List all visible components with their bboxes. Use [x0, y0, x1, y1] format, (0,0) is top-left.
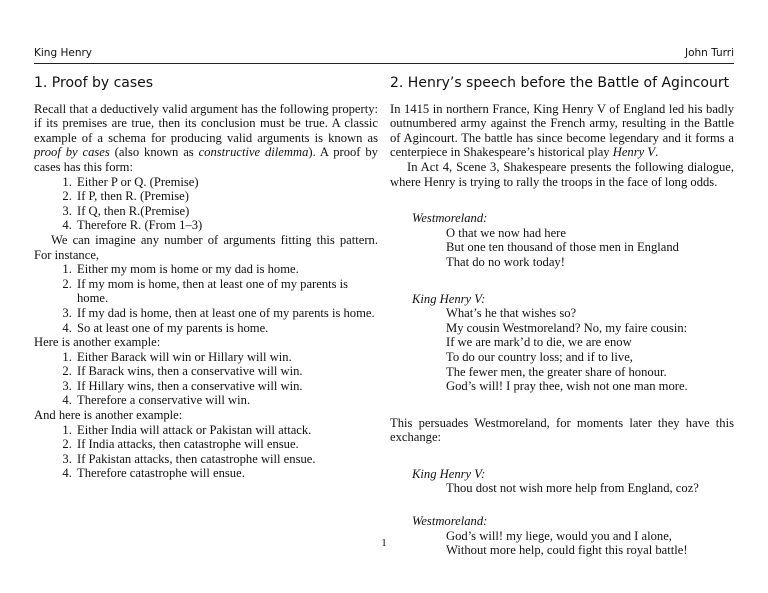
list-item: 1. Either Barack will win or Hillary will win. [75, 350, 378, 365]
verse-line: God’s will! I pray thee, wish not one man more. [446, 379, 688, 394]
speaker-name: Westmoreland: [412, 514, 488, 529]
another-example-label: Here is another example: [34, 335, 161, 350]
section-2-paragraph-2: In Act 4, Scene 3, Shakespeare presents the following dialogue, where Henry is trying to rally the troops in the face of long odds. [390, 159, 734, 189]
list-item: 4. Therefore catastrophe will ensue. [75, 466, 378, 481]
verse-line: If we are mark’d to die, we are enow [446, 335, 632, 350]
header-title: King Henry [34, 47, 93, 59]
verse-block [412, 211, 734, 269]
list-item: 4. Therefore R. (From 1–3) [75, 218, 378, 233]
another-example-label: And here is another example: [34, 408, 183, 423]
speaker-name: King Henry V: [412, 466, 486, 481]
section-2-paragraph-3: This persuades Westmoreland, for moments later they have this exchange: [390, 415, 734, 445]
header-author: John Turri [684, 47, 734, 59]
speaker-name: Westmoreland: [412, 211, 488, 226]
example-1-list [34, 262, 378, 335]
list-item: 2. If India attacks, then catastrophe will ensue. [75, 437, 378, 452]
verse-line: To do our country loss; and if to live, [446, 349, 633, 364]
section-2-heading: 2. Henry’s speech before the Battle of Agincourt [390, 75, 730, 91]
list-item: 4. So at least one of my parents is home. [75, 321, 378, 336]
list-item: 1. Either India will attack or Pakistan will attack. [75, 423, 378, 438]
list-item: 3. If Pakistan attacks, then catastrophe will ensue. [75, 452, 378, 467]
verse-line: Without more help, could fight this royal battle! [446, 543, 688, 558]
section-1-heading: 1. Proof by cases [34, 75, 154, 91]
example-2-list [34, 350, 378, 408]
section-1-intro: Recall that a deductively valid argument has the following property: if its premises are true, then its conclusion must be true. A classic example of a schema for producing valid arguments is known as proof by cases (also known as constructive dilemma). A proof by cases has this form: [34, 101, 378, 174]
list-item: 2. If my mom is home, then at least one of my parents is home. [75, 277, 378, 306]
list-item: 2. If P, then R. (Premise) [75, 189, 378, 204]
verse-block [412, 292, 734, 394]
list-item: 1. Either P or Q. (Premise) [75, 175, 378, 190]
verse-line: What’s he that wishes so? [446, 306, 577, 321]
verse-line: That do no work today! [446, 254, 565, 269]
verse-block [412, 514, 734, 558]
list-item: 3. If Hillary wins, then a conservative will win. [75, 379, 378, 394]
section-2-paragraph-1: In 1415 in northern France, King Henry V of England led his badly outnumbered army against the French army, resulting in the Battle of Agincourt. The battle has since become legendary and it forms a centerpiece in Shakespeare’s historical play Henry V. [390, 101, 734, 160]
speaker-name: King Henry V: [412, 291, 486, 306]
verse-line: The fewer men, the greater share of honour. [446, 364, 667, 379]
right-column [390, 76, 734, 558]
verse-line: But one ten thousand of those men in England [446, 240, 679, 255]
list-item: 2. If Barack wins, then a conservative will win. [75, 364, 378, 379]
example-3-list [34, 423, 378, 481]
verse-line: My cousin Westmoreland? No, my faire cousin: [446, 320, 688, 335]
verse-line: Thou dost not wish more help from England, coz? [446, 481, 699, 496]
section-1-paragraph-2: We can imagine any number of arguments fitting this pattern. For instance, [34, 232, 378, 262]
list-item: 1. Either my mom is home or my dad is home. [75, 262, 378, 277]
verse-line: O that we now had here [446, 225, 566, 240]
list-item: 3. If Q, then R.(Premise) [75, 204, 378, 219]
left-column [34, 76, 378, 481]
list-item: 4. Therefore a conservative will win. [75, 393, 378, 408]
list-item: 3. If my dad is home, then at least one of my parents is home. [75, 306, 378, 321]
verse-line: God’s will! my liege, would you and I alone, [446, 528, 672, 543]
page-number: 1 [381, 537, 387, 549]
page-header [34, 47, 734, 64]
schema-list [34, 175, 378, 233]
verse-block [412, 467, 734, 496]
